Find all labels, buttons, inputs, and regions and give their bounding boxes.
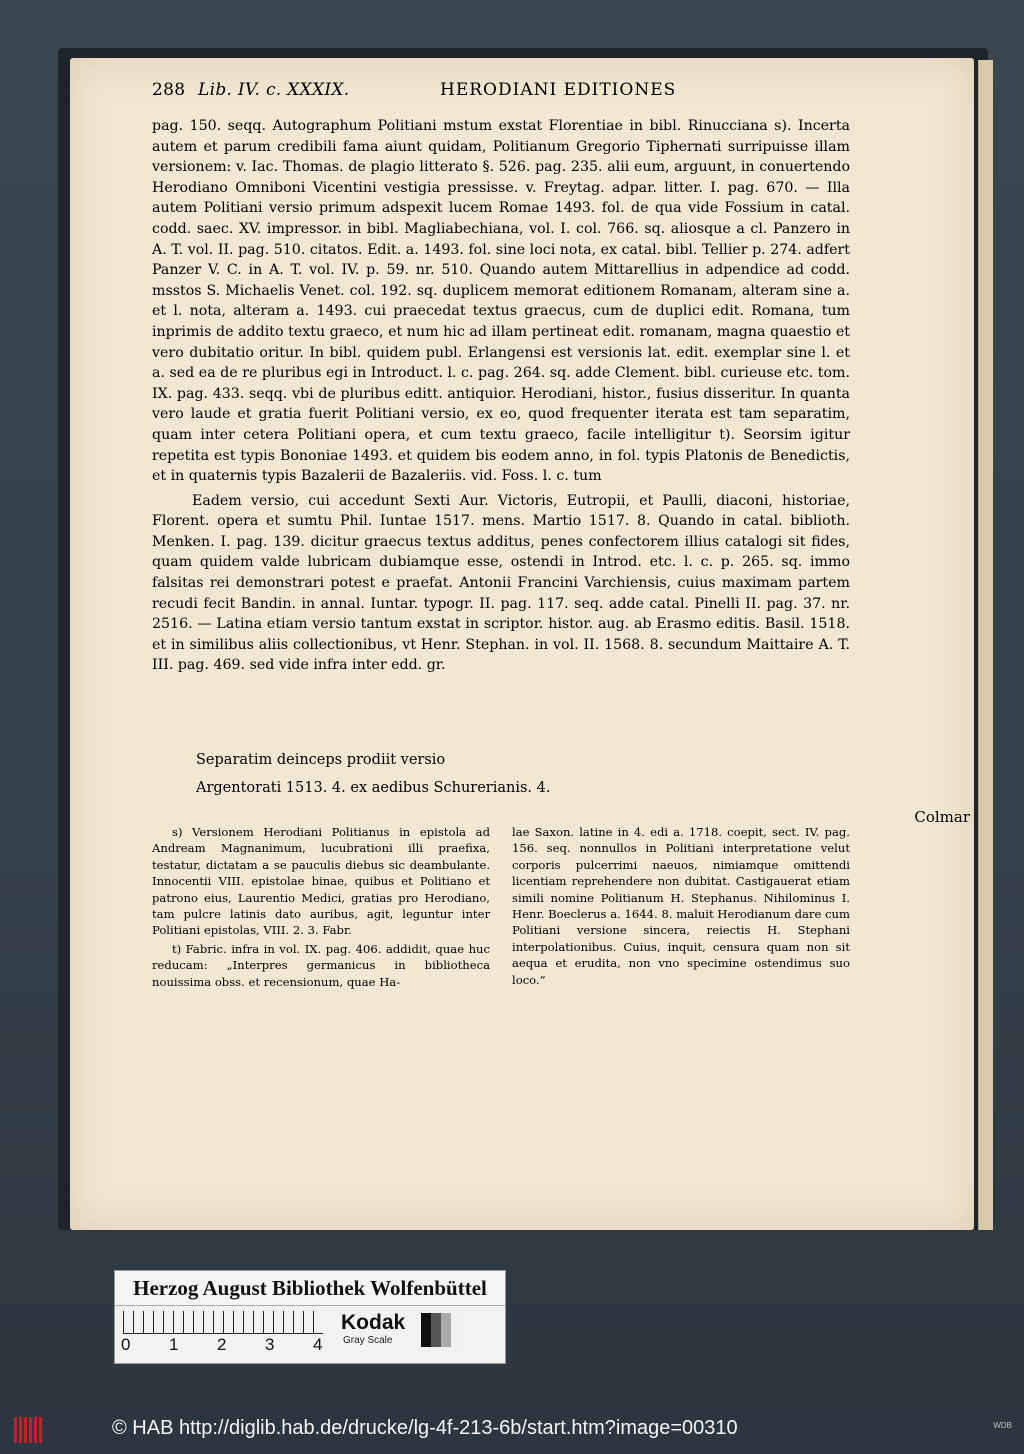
footnote-column-right — [512, 824, 850, 988]
ruler-number: 3 — [265, 1335, 275, 1354]
ruler-number: 4 — [313, 1335, 323, 1354]
ruler-number: 0 — [121, 1335, 131, 1354]
kodak-brand: Kodak — [341, 1311, 406, 1334]
footer-mini-logo: WDB — [993, 1421, 1012, 1430]
line-separatim: Separatim deinceps prodiit versio — [196, 752, 446, 768]
paragraph-2: Eadem versio, cui accedunt Sexti Aur. Victoris, Eutropii, et Paulli, diaconi, historiae, Florent. opera et sumtu Phil. Iuntae 1517. mens. Martio 1517. 8. Quando in catal. biblioth. Menken. I. pag. 139. dicitur graecus textus additus, penes confectorem illius catalogi sit fides, quam quidem valde lubricam dubiamque esse, ostendi in Introd. etc. l. c. p. 265. sq. immo falsitas rei demonstrari potest e praefat. Antonii Francini Varchiensis, cuius maximam partem recudi fecit Bandin. in annal. Iuntar. typogr. II. pag. 117. seq. adde catal. Pinelli II. pag. 37. nr. 2516. — Latina etiam versio tantum exstat in scriptor. histor. aug. ab Erasmo editis. Basil. 1518. et in similibus aliis collectionibus, vt Henr. Stephan. in vol. II. 1568. 8. secundum Maittaire A. T. III. pag. 469. sed vide infra inter edd. gr. — [152, 492, 850, 674]
color-calibration-card — [114, 1270, 506, 1364]
main-text — [152, 116, 850, 676]
gray-scale-label: Gray Scale — [343, 1335, 393, 1346]
running-title: HERODIANI EDITIONES — [440, 80, 677, 100]
running-header — [152, 80, 872, 104]
footnote-t: t) Fabric. infra in vol. IX. pag. 406. addidit, quae huc reducam: „Interpres germanicus in bibliotheca nouissima obss. et recensionum, quae Ha- — [152, 941, 490, 989]
catchword: Colmar — [914, 808, 970, 826]
ruler-number: 1 — [169, 1335, 179, 1354]
line-argentorati: Argentorati 1513. 4. ex aedibus Schurerianis. 4. — [196, 780, 551, 796]
section-ref: Lib. IV. c. XXXIX. — [198, 80, 350, 100]
gray-scale-patches — [421, 1313, 461, 1347]
footnotes — [152, 824, 850, 1044]
footer-bar — [0, 1405, 1024, 1454]
hab-logo-icon — [14, 1417, 44, 1443]
ruler-number: 2 — [217, 1335, 227, 1354]
paragraph-1: pag. 150. seqq. Autographum Politiani mstum exstat Florentiae in bibl. Rinucciana s). Incerta autem et parum credibili fama aiunt quidam, Politianum Gregorio Tiphernati surripuisse illam versionem: v. Iac. Thomas. de plagio litterato §. 526. pag. 235. alii eum, arguunt, in conuertendo Herodiano Omniboni Vicentini vestigia pressisse. v. Freytag. adpar. litter. I. pag. 670. — Illa autem Politiani versio primum adspexit lucem Romae 1493. fol. de qua vide Fossium in catal. codd. saec. XV. impressor. in bibl. Magliabechiana, vol. I. col. 766. sq. aliosque a cl. Panzero in A. T. vol. II. pag. 510. citatos. Edit. a. 1493. fol. sine loci nota, ex catal. bibl. Tellier p. 274. adfert Panzer V. C. in A. T. vol. IV. p. 59. nr. 510. Quando autem Mittarellius in adpendice ad codd. msstos S. Michaelis Venet. col. 192. sq. duplicem memorat editionem Romanam, alteram sine a. et l. nota, alteram a. 1493. cui praecedat textus graecus, cum de duplici edit. Romana, tum inprimis de addito textu graeco, et num hic ad illam pertineat edit. romanam, magna quaestio et vero dubitatio oritur. In bibl. quidem publ. Erlangensi est versionis lat. edit. exemplar sine l. et a. sed ea de re pluribus egi in Introduct. l. c. pag. 264. sq. adde Clement. bibl. curieuse etc. tom. IX. pag. 433. seqq. vbi de pluribus editt. antiquior. Herodiani, histor., fusius disseritur. In quanta vero laude et gratia fuerit Politiani versio, ex eo, quod frequenter iterata est tam separatim, quam inter cetera Politiani opera, et cum textu graeco, facile intelligitur t). Seorsim igitur repetita est typis Bononiae 1493. et quidem bis eodem anno, in fol. typis Platonis de Benedictis, et in quaternis typis Bazalerii de Bazaleriis. vid. Foss. l. c. tum — [152, 118, 850, 485]
footer-credit-link[interactable]: © HAB http://diglib.hab.de/drucke/lg-4f-213-6b/start.htm?image=00310 — [112, 1417, 738, 1439]
footnote-column-left — [152, 824, 490, 990]
adjacent-page-edge — [978, 60, 993, 1230]
footnote-t-continued: lae Saxon. latine in 4. edi a. 1718. coepit, sect. IV. pag. 156. seq. nonnullos in Politiani interpretatione velut corporis pulcerrimi naeuos, nimiamque omittendi licentiam reprehendere non dubitat. Castigauerat etiam simili nomine Politianum H. Stephanus. Nihilominus I. Henr. Boeclerus a. 1644. 8. maluit Herodianum dare cum Politiani versione sincera, reiectis H. Stephani interpolationibus. Cuius, inquit, censura quam non sit aequa et erudita, non vno specimine ostendimus suo loco.“ — [512, 825, 850, 987]
library-name: Herzog August Bibliothek Wolfenbüttel — [115, 1271, 505, 1306]
footnote-s: s) Versionem Herodiani Politianus in epistola ad Andream Magnanimum, lucubrationi illi praefixa, testatur, dictatam a se pauculis diebus sic deambulante. Innocentii VIII. epistolae binae, quibus et Politiano et patrono eius, Laurentio Medici, gratias pro Herodiano, tam pulcre latinis dato auribus, agit, leguntur inter Politiani epistolas, VIII. 2. 3. Fabr. — [152, 825, 490, 938]
ruler-scale — [123, 1311, 323, 1334]
page-number: 288 — [152, 80, 186, 100]
ruler-numbers — [121, 1335, 331, 1359]
